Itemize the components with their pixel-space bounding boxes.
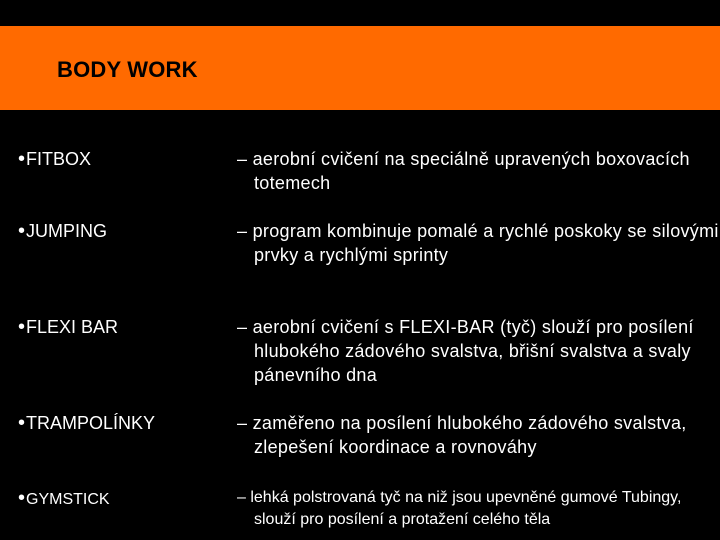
- term-label: TRAMPOLÍNKY: [26, 413, 156, 433]
- term-label: FITBOX: [26, 149, 92, 169]
- term: [18, 487, 110, 511]
- term: [18, 315, 118, 339]
- description: – lehká polstrovaná tyč na niž jsou upevněné gumové Tubingy, slouží pro posílení a protažení celého těla: [237, 489, 682, 528]
- bullet-icon: •: [18, 220, 26, 242]
- term: [18, 147, 91, 171]
- term: [18, 411, 155, 435]
- description: – aerobní cvičení s FLEXI-BAR (tyč) slouží pro posílení hlubokého zádového svalstva, břišní svalstva a svaly pánevního dna: [237, 317, 694, 385]
- description: – zaměřeno na posílení hlubokého zádového svalstva, zlepešení koordinace a rovnováhy: [237, 413, 687, 457]
- bullet-icon: •: [18, 316, 26, 338]
- bullet-icon: •: [18, 412, 26, 434]
- bullet-icon: •: [18, 148, 26, 170]
- term-label: FLEXI BAR: [26, 317, 119, 337]
- term: [18, 219, 107, 243]
- term-label: JUMPING: [26, 221, 108, 241]
- bullet-icon: •: [18, 487, 26, 509]
- description: – aerobní cvičení na speciálně upravených boxovacích totemech: [237, 149, 690, 193]
- term-label: GYMSTICK: [26, 491, 110, 508]
- description: – program kombinuje pomalé a rychlé poskoky se silovými prvky a rychlými sprinty: [237, 221, 719, 265]
- slide-title: BODY WORK: [57, 57, 198, 82]
